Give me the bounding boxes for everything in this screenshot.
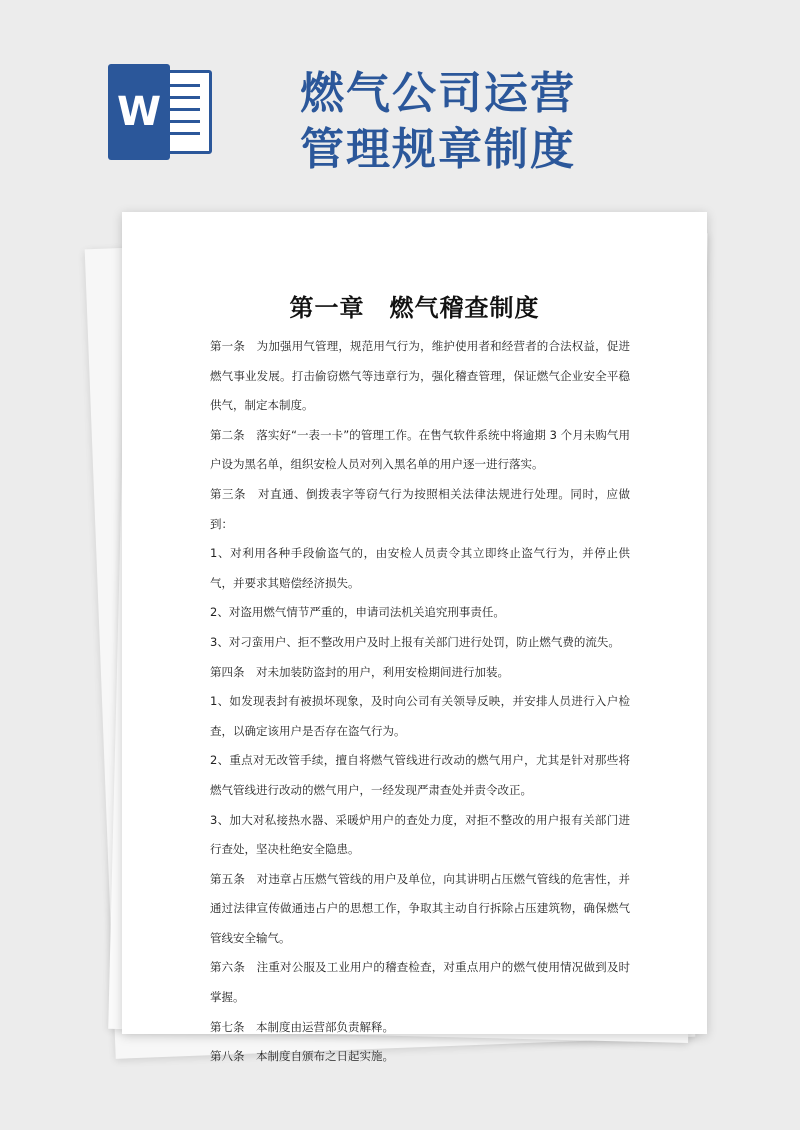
paragraph: 第六条 注重对公服及工业用户的稽查检查，对重点用户的燃气使用情况做到及时掌握。 — [210, 960, 630, 1005]
paragraph: 第五条 对违章占压燃气管线的用户及单位，向其讲明占压燃气管线的危害性，并通过法律宣传做通违占户的思想工作，争取其主动自行拆除占压建筑物，确保燃气管线安全输气。 — [210, 871, 630, 945]
title-line-1: 燃气公司运营 — [300, 68, 576, 119]
page-title — [300, 66, 700, 178]
paragraph: 1、如发现表封有被损坏现象，及时向公司有关领导反映，并安排人员进行入户检查，以确定该用户是否存在盗气行为。 — [210, 694, 630, 738]
paragraph: 2、对盗用燃气情节严重的，申请司法机关追究刑事责任。 — [210, 605, 505, 620]
paragraph: 第七条 本制度由运营部负责解释。 — [210, 1019, 394, 1034]
document-body — [210, 332, 630, 1072]
word-document-icon — [108, 64, 218, 160]
paragraph: 2、重点对无改管手续，擅自将燃气管线进行改动的燃气用户，尤其是针对那些将燃气管线进行改动的燃气用户，一经发现严肃查处并责令改正。 — [210, 753, 630, 797]
paragraph: 第三条 对直通、倒拨表字等窃气行为按照相关法律法规进行处理。同时，应做到： — [210, 486, 630, 531]
paragraph: 1、对利用各种手段偷盗气的，由安检人员责令其立即终止盗气行为，并停止供气，并要求其赔偿经济损失。 — [210, 546, 630, 590]
paragraph: 第四条 对未加装防盗封的用户，利用安检期间进行加装。 — [210, 664, 509, 679]
word-icon-letter: W — [108, 64, 170, 160]
paragraph: 3、加大对私接热水器、采暖炉用户的查处力度，对拒不整改的用户报有关部门进行查处，坚决杜绝安全隐患。 — [210, 812, 630, 857]
paragraph: 3、对刁蛮用户、拒不整改用户及时上报有关部门进行处罚，防止燃气费的流失。 — [210, 634, 620, 649]
title-line-2: 管理规章制度 — [300, 124, 576, 175]
paragraph: 第二条 落实好“一表一卡”的管理工作。在售气软件系统中将逾期 3 个月未购气用户设为黑名单，组织安检人员对列入黑名单的用户逐一进行落实。 — [210, 427, 630, 472]
document-title: 第一章 燃气稽查制度 — [289, 294, 540, 322]
header — [0, 0, 800, 200]
paragraph: 第一条 为加强用气管理，规范用气行为，维护使用者和经营者的合法权益，促进燃气事业发展。打击偷窃燃气等违章行为，强化稽查管理，保证燃气企业安全平稳供气，制定本制度。 — [210, 339, 630, 413]
document-page — [122, 212, 707, 1064]
paragraph: 第八条 本制度自颁布之日起实施。 — [210, 1049, 394, 1064]
